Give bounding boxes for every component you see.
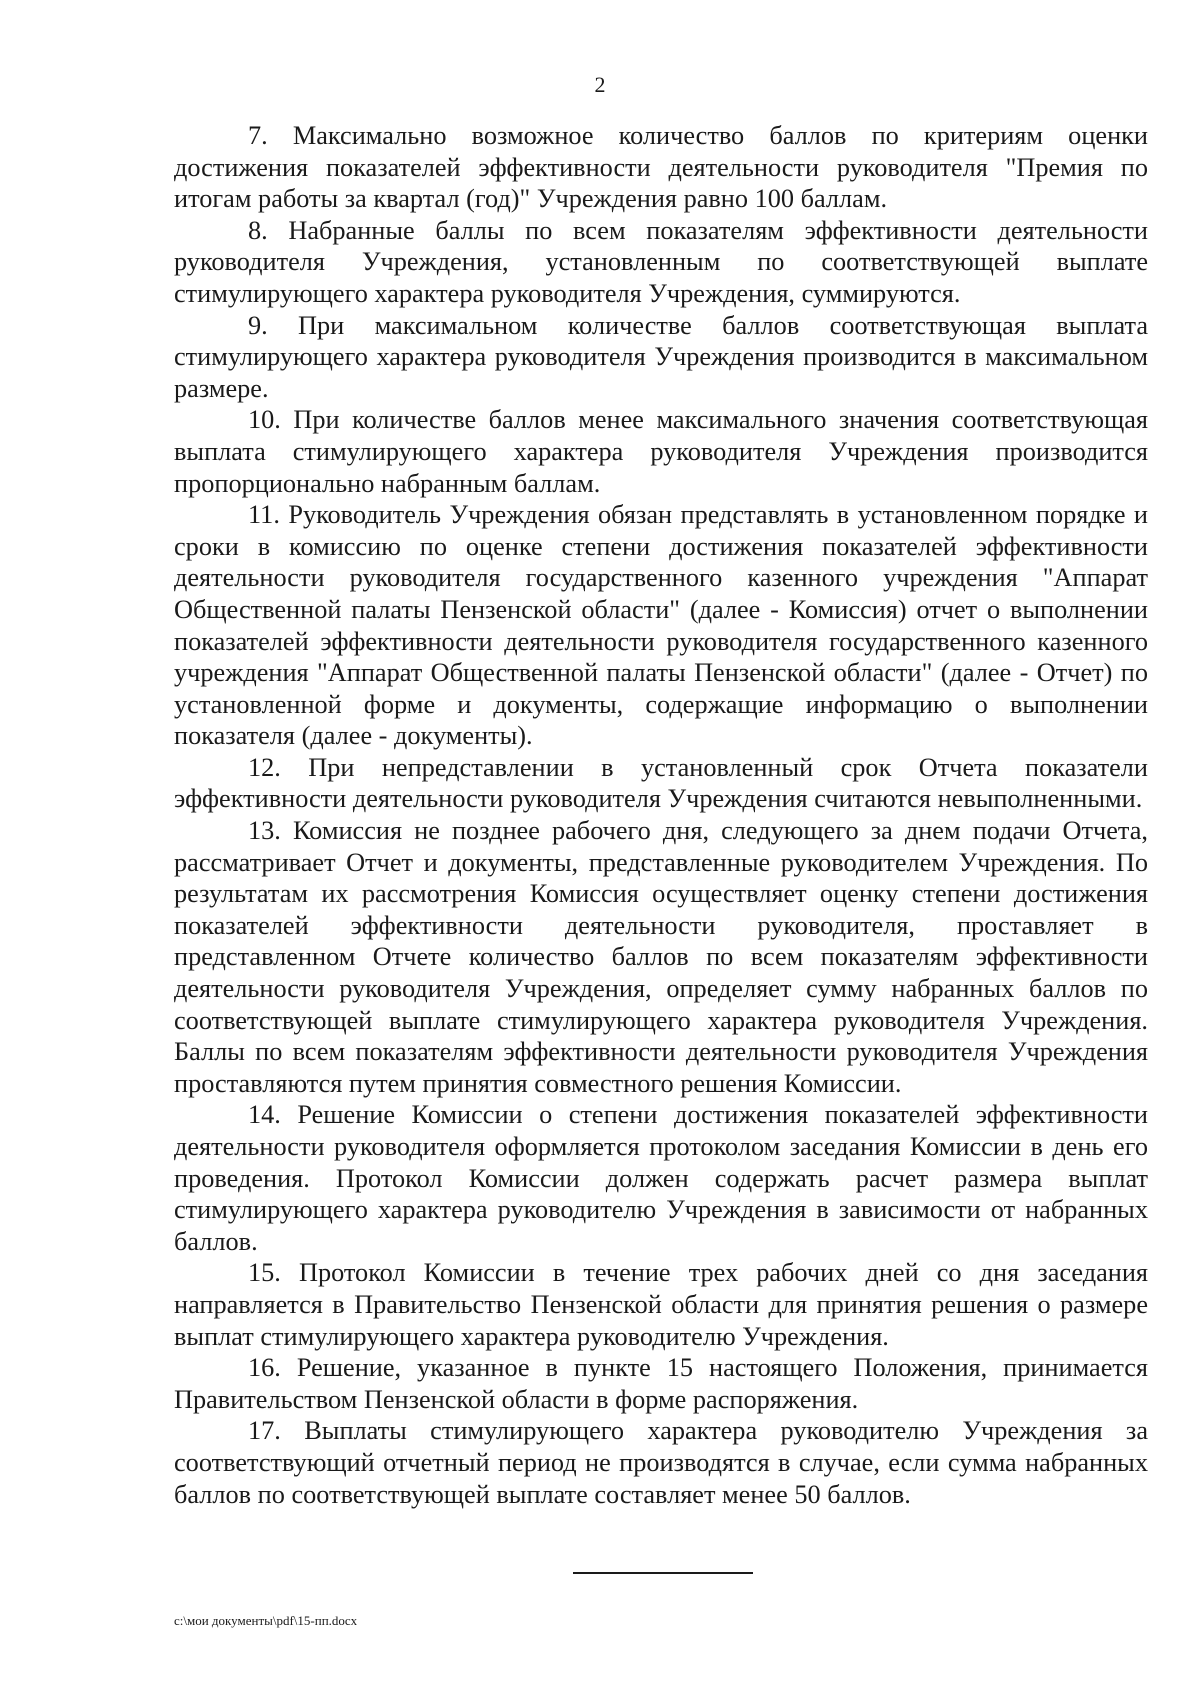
paragraph-9: 9. При максимальном количестве баллов соответствующая выплата стимулирующего характера руководителя Учреждения производится в максимальном размере.	[174, 310, 1148, 403]
paragraph-7: 7. Максимально возможное количество баллов по критериям оценки достижения показателей эффективности деятельности руководителя "Премия по итогам работы за квартал (год)" Учреждения равно 100 баллам.	[174, 121, 1148, 214]
paragraph-17: 17. Выплаты стимулирующего характера руководителю Учреждения за соответствующий отчетный период не производятся в случае, если сумма набранных баллов по соответствующей выплате составляет менее 50 баллов.	[174, 1416, 1148, 1509]
paragraph-14: 14. Решение Комиссии о степени достижения показателей эффективности деятельности руководителя оформляется протоколом заседания Комиссии в день его проведения. Протокол Комиссии должен содержать расчет размера выплат стимулирующего характера руководителю Учреждения в зависимости от набранных баллов.	[174, 1100, 1148, 1256]
paragraph-11: 11. Руководитель Учреждения обязан представлять в установленном порядке и сроки в комиссию по оценке степени достижения показателей эффективности деятельности руководителя государственного казенного учреждения "Аппарат Общественной палаты Пензенской области" (далее - Комиссия) отчет о выполнении показателей эффективности деятельности руководителя государственного казенного учреждения "Аппарат Общественной палаты Пензенской области" (далее - Отчет) по установленной форме и документы, содержащие информацию о выполнении показателя (далее - документы).	[174, 500, 1148, 751]
paragraph-10: 10. При количестве баллов менее максимального значения соответствующая выплата стимулирующего характера руководителя Учреждения производится пропорционально набранным баллам.	[174, 405, 1148, 498]
paragraph-15: 15. Протокол Комиссии в течение трех рабочих дней со дня заседания направляется в Правительство Пензенской области для принятия решения о размере выплат стимулирующего характера руководителю Учреждения.	[174, 1258, 1148, 1351]
document-body	[174, 120, 1148, 1510]
page-number: 2	[594, 72, 606, 97]
paragraph-8: 8. Набранные баллы по всем показателям эффективности деятельности руководителя Учреждения, установленным по соответствующей выплате стимулирующего характера руководителя Учреждения, суммируются.	[174, 215, 1148, 308]
paragraph-12: 12. При непредставлении в установленный срок Отчета показатели эффективности деятельности руководителя Учреждения считаются невыполненными.	[174, 752, 1148, 814]
footer-file-path: c:\мои документы\pdf\15-пп.docx	[174, 1613, 358, 1628]
paragraph-13: 13. Комиссия не позднее рабочего дня, следующего за днем подачи Отчета, рассматривает Отчет и документы, представленные руководителем Учреждения. По результатам их рассмотрения Комиссия осуществляет оценку степени достижения показателей эффективности деятельности руководителя, проставляет в представленном Отчете количество баллов по всем показателям эффективности деятельности руководителя Учреждения, определяет сумму набранных баллов по соответствующей выплате стимулирующего характера руководителя Учреждения. Баллы по всем показателям эффективности деятельности руководителя Учреждения проставляются путем принятия совместного решения Комиссии.	[174, 816, 1148, 1098]
end-of-document-rule	[573, 1572, 753, 1574]
paragraph-16: 16. Решение, указанное в пункте 15 настоящего Положения, принимается Правительством Пензенской области в форме распоряжения.	[174, 1353, 1148, 1414]
